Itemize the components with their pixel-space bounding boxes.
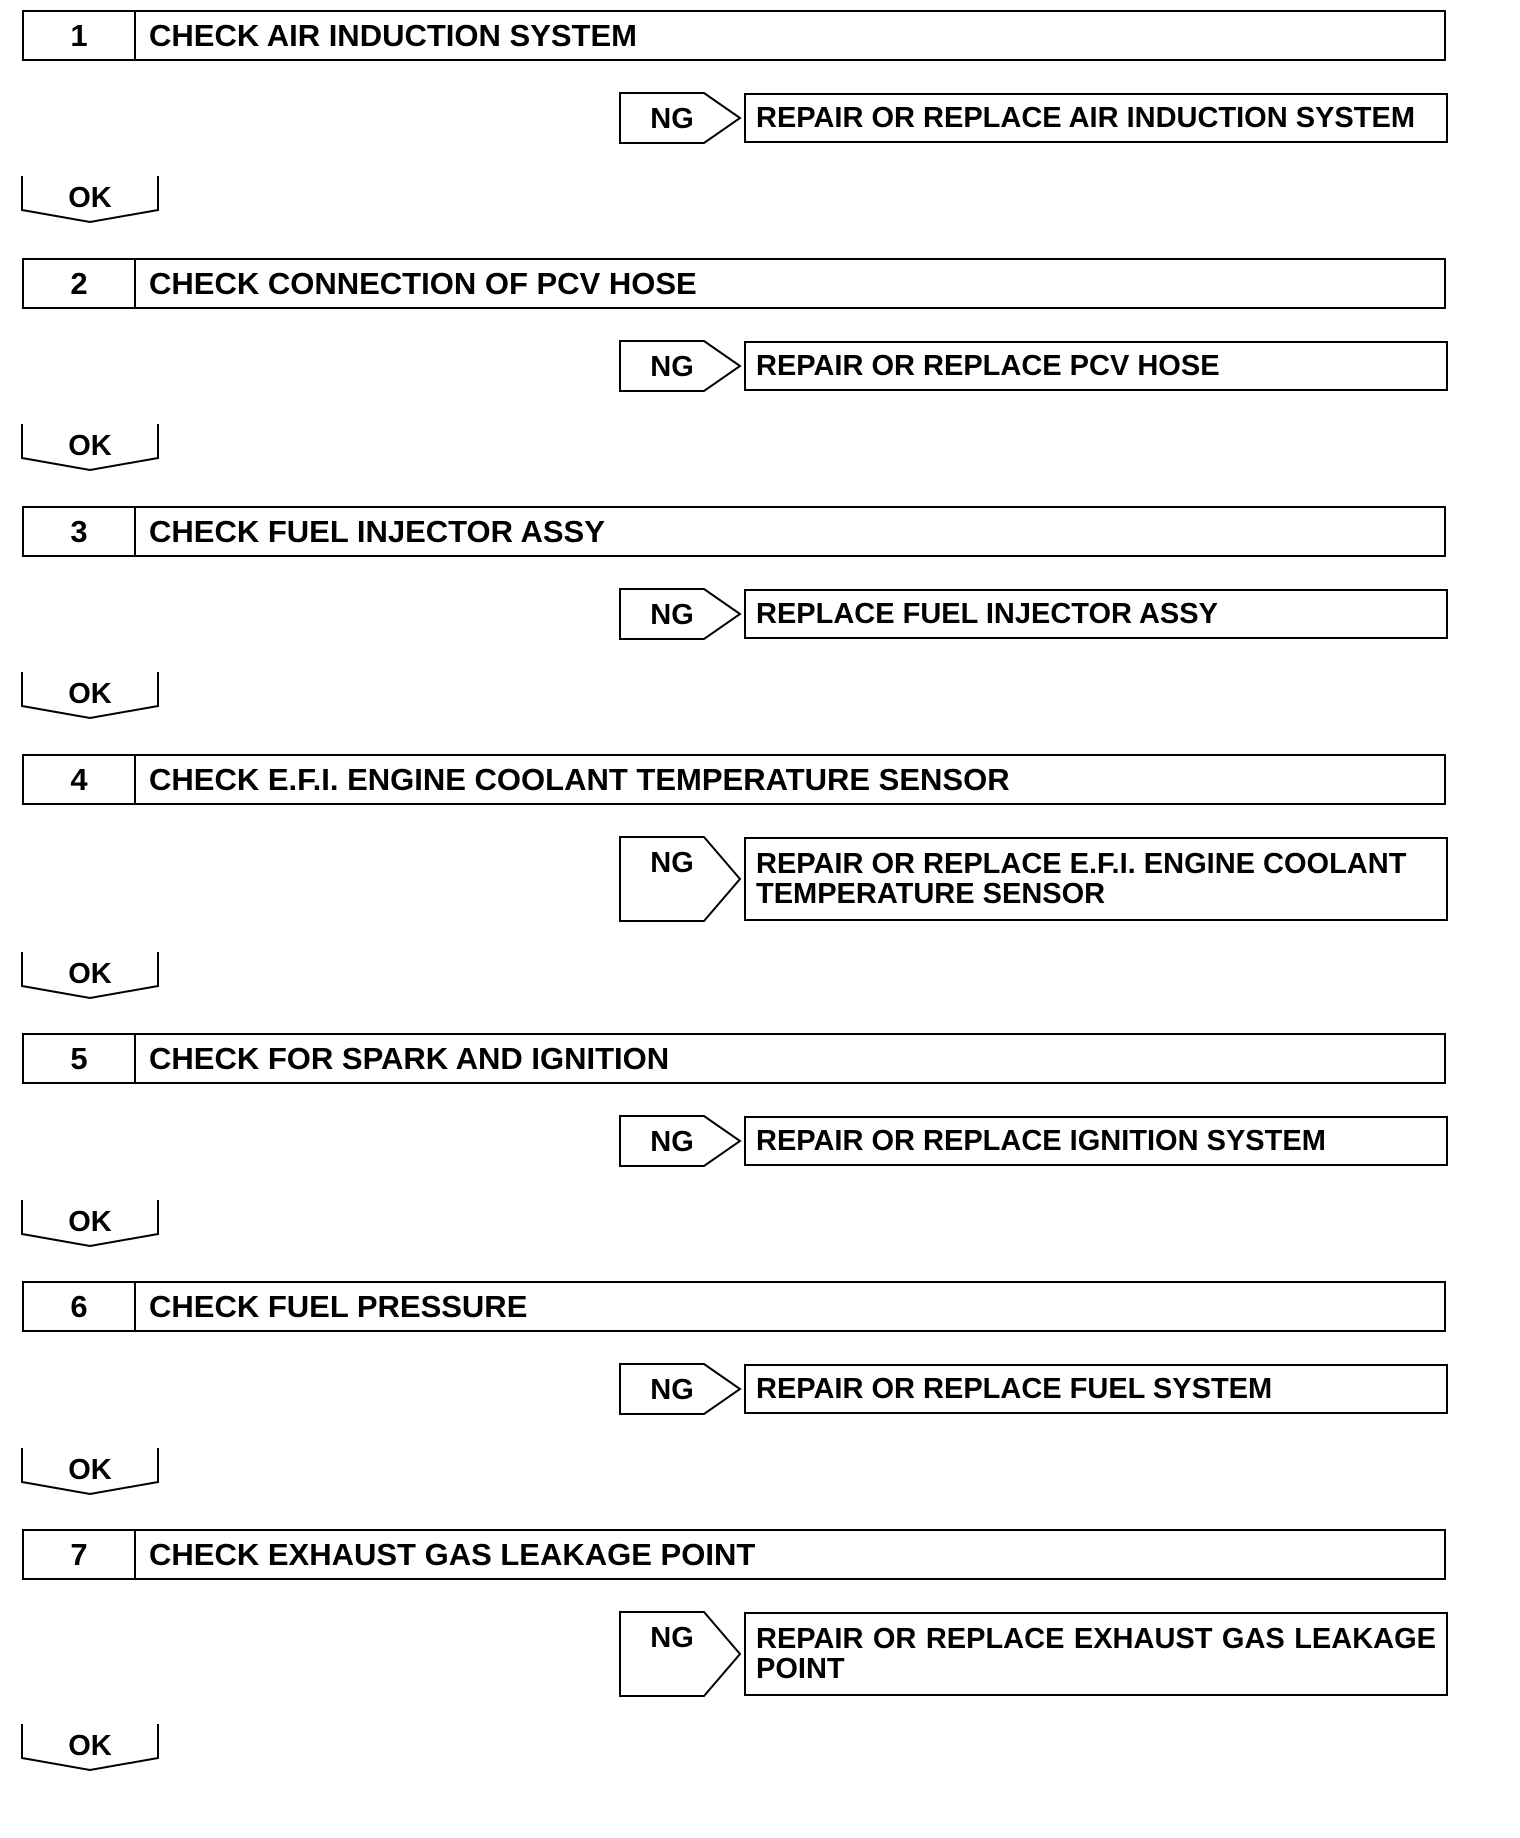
ng-action-box (744, 1116, 1448, 1166)
step-number: 3 (24, 508, 136, 555)
ok-label: OK (68, 678, 112, 710)
ng-action-box (744, 341, 1448, 391)
ng-action-text: REPAIR OR REPLACE PCV HOSE (756, 350, 1220, 382)
ng-action-box (744, 1364, 1448, 1414)
check-description: CHECK FUEL INJECTOR ASSY (149, 513, 605, 549)
check-description: CHECK CONNECTION OF PCV HOSE (149, 265, 697, 301)
step-number: 1 (24, 12, 136, 59)
step-number: 4 (24, 756, 136, 803)
ng-label: NG (650, 599, 694, 631)
ng-action-text: REPAIR OR REPLACE EXHAUST GAS LEAKAGE POINT (756, 1623, 1436, 1685)
ng-action-box (744, 589, 1448, 639)
check-step-box (22, 754, 1446, 805)
ng-label: NG (650, 1374, 694, 1406)
ng-action-box (744, 1612, 1448, 1696)
ok-label: OK (68, 430, 112, 462)
check-description: CHECK AIR INDUCTION SYSTEM (149, 17, 637, 53)
ng-label: NG (650, 103, 694, 135)
check-step-box (22, 258, 1446, 309)
check-step-box (22, 506, 1446, 557)
ng-action-text: REPAIR OR REPLACE AIR INDUCTION SYSTEM (756, 102, 1415, 134)
check-description: CHECK FUEL PRESSURE (149, 1288, 528, 1324)
check-step-box (22, 1033, 1446, 1084)
step-number: 7 (24, 1531, 136, 1578)
ok-label: OK (68, 182, 112, 214)
ng-label: NG (650, 351, 694, 383)
check-step-box (22, 1529, 1446, 1580)
ok-label: OK (68, 958, 112, 990)
check-step-box (22, 10, 1446, 61)
ng-action-text: REPLACE FUEL INJECTOR ASSY (756, 598, 1218, 630)
ng-action-text: REPAIR OR REPLACE E.F.I. ENGINE COOLANT TEMPERATURE SENSOR (756, 848, 1407, 910)
ng-label: NG (650, 1126, 694, 1158)
ng-action-text: REPAIR OR REPLACE FUEL SYSTEM (756, 1373, 1273, 1405)
ok-label: OK (68, 1730, 112, 1762)
step-number: 5 (24, 1035, 136, 1082)
check-description: CHECK FOR SPARK AND IGNITION (149, 1040, 670, 1076)
check-description: CHECK EXHAUST GAS LEAKAGE POINT (149, 1536, 756, 1572)
ok-label: OK (68, 1206, 112, 1238)
ng-action-box (744, 93, 1448, 143)
ng-action-box (744, 837, 1448, 921)
ng-label: NG (650, 847, 694, 879)
ng-label: NG (650, 1622, 694, 1654)
ok-label: OK (68, 1454, 112, 1486)
check-step-box (22, 1281, 1446, 1332)
check-description: CHECK E.F.I. ENGINE COOLANT TEMPERATURE SENSOR (149, 761, 1010, 797)
step-number: 2 (24, 260, 136, 307)
step-number: 6 (24, 1283, 136, 1330)
ng-action-text: REPAIR OR REPLACE IGNITION SYSTEM (756, 1125, 1326, 1157)
